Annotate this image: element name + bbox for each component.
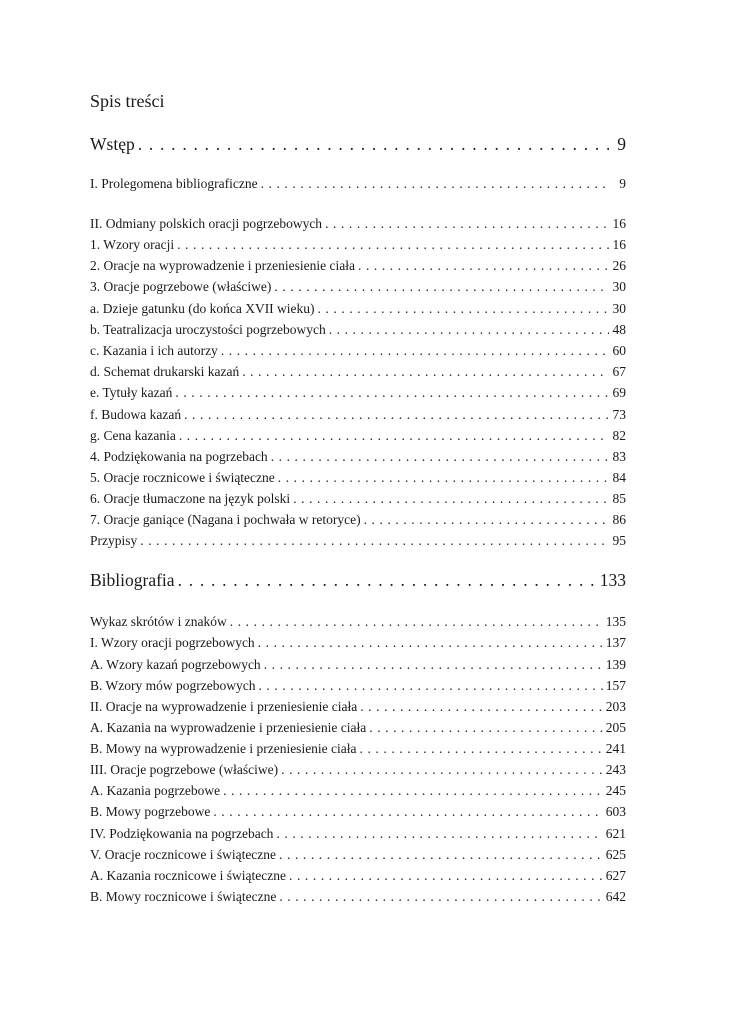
- toc-entry-page: 16: [612, 216, 626, 231]
- toc-entry-label: I. Prolegomena bibliograficzne: [90, 176, 258, 191]
- toc-entry: [90, 866, 626, 886]
- toc-entry-page: 133: [599, 570, 626, 590]
- page-title: Spis treści: [90, 91, 165, 111]
- toc-entry-label: 7. Oracje ganiące (Nagana i pochwała w retoryce): [90, 512, 361, 527]
- toc-entry-page: 625: [605, 847, 626, 862]
- leader-dots: [289, 866, 603, 886]
- toc-entry-page: 30: [612, 279, 626, 294]
- toc-entry-label: I. Wzory oracji pogrzebowych: [90, 635, 255, 650]
- toc-entry-label: III. Oracje pogrzebowe (właściwe): [90, 762, 279, 777]
- toc-entry-page: 9: [617, 134, 626, 154]
- toc-entry: [90, 887, 626, 907]
- toc-entry: [90, 655, 626, 675]
- toc-entry: [90, 718, 626, 738]
- toc-entry-label: 2. Oracje na wyprowadzenie i przeniesienie ciała: [90, 258, 355, 273]
- toc-entry: [90, 676, 626, 696]
- toc-entry: [90, 405, 626, 425]
- toc-entry: [90, 739, 626, 759]
- toc-entry-label: Przypisy: [90, 533, 138, 548]
- toc-entry-page: 157: [605, 678, 626, 693]
- leader-dots: [318, 299, 609, 319]
- leader-dots: [329, 320, 609, 340]
- toc-entry-label: b. Teatralizacja uroczystości pogrzebowych: [90, 322, 326, 337]
- leader-dots: [213, 802, 602, 822]
- toc-entry-page: 139: [605, 657, 626, 672]
- toc-entry-label: 5. Oracje rocznicowe i świąteczne: [90, 470, 275, 485]
- toc-entry-label: II. Odmiany polskich oracji pogrzebowych: [90, 216, 323, 231]
- leader-dots: [281, 760, 603, 780]
- toc-entry-page: 137: [605, 635, 626, 650]
- leader-dots: [179, 426, 609, 446]
- leader-dots: [258, 676, 602, 696]
- toc-entry: [90, 174, 626, 194]
- leader-dots: [274, 277, 609, 297]
- leader-dots: [279, 887, 602, 907]
- toc-entry-page: 16: [612, 237, 626, 252]
- toc-entry-page: 73: [612, 407, 626, 422]
- toc-entry-page: 621: [605, 826, 626, 841]
- toc-entry-wstep: [90, 132, 626, 156]
- toc-entry: [90, 468, 626, 488]
- toc-entry: [90, 760, 626, 780]
- toc-entry-page: 85: [612, 491, 626, 506]
- leader-dots: [138, 132, 609, 156]
- toc-entry-page: 243: [605, 762, 626, 777]
- toc-entry-label: e. Tytuły kazań: [90, 385, 173, 400]
- leader-dots: [279, 845, 603, 865]
- toc-entry-page: 67: [612, 364, 626, 379]
- leader-dots: [184, 405, 609, 425]
- toc-entry-page: 30: [612, 301, 626, 316]
- toc-entry: [90, 341, 626, 361]
- toc-entry-label: B. Wzory mów pogrzebowych: [90, 678, 256, 693]
- leader-dots: [258, 633, 603, 653]
- toc-entry-page: 83: [612, 449, 626, 464]
- toc-entry-label: c. Kazania i ich autorzy: [90, 343, 218, 358]
- toc-entry-label: B. Mowy rocznicowe i świąteczne: [90, 889, 277, 904]
- toc-entry: [90, 531, 626, 551]
- toc-entry-label: Wykaz skrótów i znaków: [90, 614, 227, 629]
- toc-entry-page: 82: [612, 428, 626, 443]
- toc-entry-page: 48: [612, 322, 626, 337]
- leader-dots: [271, 447, 609, 467]
- toc-entry: [90, 235, 626, 255]
- toc-entry-label: V. Oracje rocznicowe i świąteczne: [90, 847, 277, 862]
- toc-entry-page: 9: [619, 176, 626, 191]
- toc-entry: [90, 845, 626, 865]
- toc-entry-label: A. Kazania rocznicowe i świąteczne: [90, 868, 287, 883]
- toc-entry-page: 245: [605, 783, 626, 798]
- toc-entry-page: 86: [612, 512, 626, 527]
- leader-dots: [278, 468, 609, 488]
- toc-entry-label: g. Cena kazania: [90, 428, 176, 443]
- toc-entry: [90, 299, 626, 319]
- toc-entry-label: a. Dzieje gatunku (do końca XVII wieku): [90, 301, 315, 316]
- toc-entry-label: 3. Oracje pogrzebowe (właściwe): [90, 279, 272, 294]
- leader-dots: [261, 174, 609, 194]
- toc-entry-label: Wstęp: [90, 134, 135, 154]
- toc-entry: [90, 362, 626, 382]
- leader-dots: [358, 256, 609, 276]
- leader-dots: [364, 510, 609, 530]
- toc-entry: [90, 320, 626, 340]
- toc-entry: [90, 802, 626, 822]
- toc-entry-label: 6. Oracje tłumaczone na język polski: [90, 491, 291, 506]
- toc-entry-label: Bibliografia: [90, 570, 175, 590]
- toc-entry-page: 627: [605, 868, 626, 883]
- leader-dots: [175, 383, 609, 403]
- toc-entry: [90, 781, 626, 801]
- leader-dots: [230, 612, 603, 632]
- toc-entry: [90, 256, 626, 276]
- leader-dots: [140, 531, 609, 551]
- toc-entry-page: 135: [605, 614, 626, 629]
- leader-dots: [178, 568, 597, 592]
- leader-dots: [221, 341, 609, 361]
- toc-entry: [90, 277, 626, 297]
- toc-entry-label: A. Kazania pogrzebowe: [90, 783, 221, 798]
- toc-entry-page: 603: [605, 804, 626, 819]
- leader-dots: [223, 781, 603, 801]
- toc-entry-page: 642: [605, 889, 626, 904]
- toc-entry: [90, 426, 626, 446]
- toc-entry: [90, 510, 626, 530]
- leader-dots: [369, 718, 603, 738]
- toc-entry-label: B. Mowy pogrzebowe: [90, 804, 211, 819]
- leader-dots: [360, 697, 603, 717]
- toc-entry: [90, 824, 626, 844]
- leader-dots: [276, 824, 602, 844]
- toc-entry-page: 69: [612, 385, 626, 400]
- toc-entry-label: d. Schemat drukarski kazań: [90, 364, 240, 379]
- toc-entry: [90, 447, 626, 467]
- leader-dots: [177, 235, 609, 255]
- toc-entry-label: 4. Podziękowania na pogrzebach: [90, 449, 268, 464]
- toc-entry-label: IV. Podziękowania na pogrzebach: [90, 826, 274, 841]
- toc-entry-page: 241: [605, 741, 626, 756]
- toc-entry-page: 205: [605, 720, 626, 735]
- toc-entry-label: f. Budowa kazań: [90, 407, 182, 422]
- toc-entry-page: 95: [612, 533, 626, 548]
- toc-entry-page: 203: [605, 699, 626, 714]
- leader-dots: [293, 489, 609, 509]
- toc-entry-page: 60: [612, 343, 626, 358]
- toc-entry-label: B. Mowy na wyprowadzenie i przeniesienie ciała: [90, 741, 357, 756]
- leader-dots: [360, 739, 603, 759]
- toc-entry-label: A. Kazania na wyprowadzenie i przeniesienie ciała: [90, 720, 367, 735]
- toc-entry-bibliografia: [90, 568, 626, 592]
- toc-entry-label: A. Wzory kazań pogrzebowych: [90, 657, 261, 672]
- toc-entry-page: 84: [612, 470, 626, 485]
- toc-page: [90, 0, 626, 1024]
- toc-entry: [90, 612, 626, 632]
- toc-entry: [90, 489, 626, 509]
- toc-entry-label: II. Oracje na wyprowadzenie i przeniesienie ciała: [90, 699, 358, 714]
- toc-entry: [90, 697, 626, 717]
- toc-entry-page: 26: [612, 258, 626, 273]
- leader-dots: [325, 214, 609, 234]
- toc-entry: [90, 633, 626, 653]
- toc-entry-label: 1. Wzory oracji: [90, 237, 175, 252]
- leader-dots: [264, 655, 603, 675]
- leader-dots: [242, 362, 609, 382]
- toc-entry: [90, 214, 626, 234]
- toc-entry: [90, 383, 626, 403]
